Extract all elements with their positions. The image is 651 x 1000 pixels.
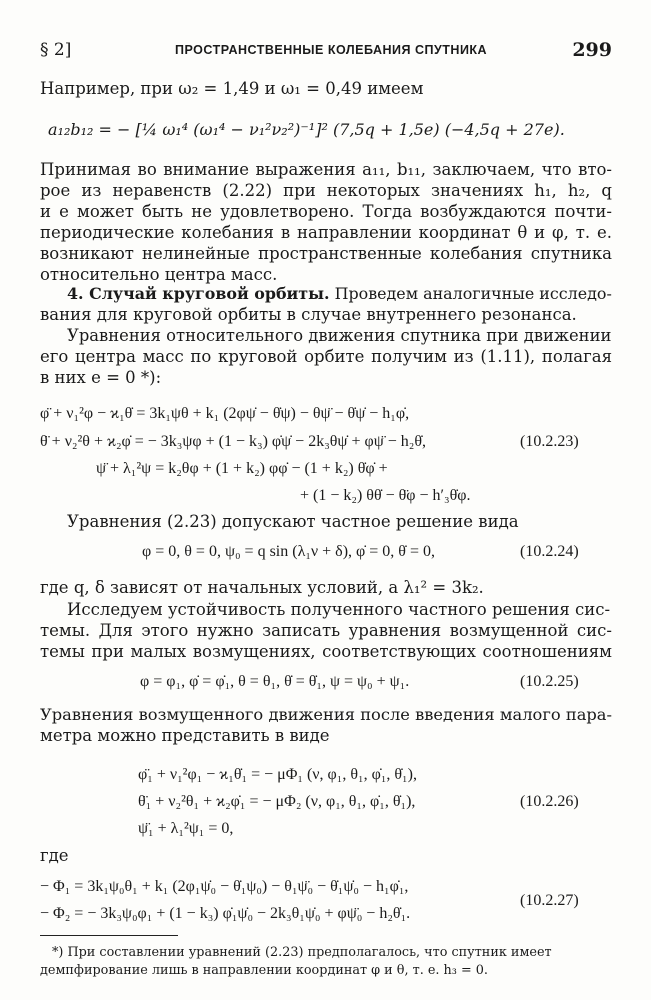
paragraph-line: темы при малых возмущениях, соответствующих соотношениям bbox=[40, 642, 612, 661]
page-number: 299 bbox=[572, 39, 612, 61]
section-marker: § 2] bbox=[40, 40, 72, 60]
intro-line: Например, при ω₂ = 1,49 и ω₁ = 0,49 имеем bbox=[40, 79, 424, 98]
paragraph-line: вания для круговой орбиты в случае внутреннего резонанса. bbox=[40, 305, 577, 324]
paragraph-line: его центра масс по круговой орбите получим из (1.11), полагая bbox=[40, 347, 612, 366]
paragraph-line: относительно центра масс. bbox=[40, 265, 278, 284]
paragraph-line: в них e = 0 *): bbox=[40, 368, 162, 387]
section-4-heading-line bbox=[67, 284, 612, 304]
running-title: ПРОСТРАНСТВЕННЫЕ КОЛЕБАНИЯ СПУТНИКА bbox=[175, 43, 488, 57]
paragraph-line: метра можно представить в виде bbox=[40, 726, 330, 745]
equation-26-line1: φ̈₁ + ν₁²φ₁ − ϰ₁θ̇₁ = − μΦ₁ (ν, φ₁, θ₁, φ̇₁, θ̇₁), bbox=[138, 766, 417, 783]
equation-24: φ = 0, θ = 0, ψ₀ = q sin (λ₁ν + δ), φ̇ = 0, θ̇ = 0, bbox=[142, 543, 435, 560]
paragraph-line: Уравнения относительного движения спутника при движении bbox=[67, 326, 612, 345]
equation-a12b12: a₁₂b₁₂ = − [¼ ω₁⁴ (ω₁⁴ − ν₁²ν₂²)⁻¹]² (7,5q + 1,5e) (−4,5q + 27e). bbox=[48, 120, 565, 139]
equation-25-number: (10.2.25) bbox=[520, 673, 579, 690]
equation-25: φ = φ₁, φ̇ = φ̇₁, θ = θ₁, θ̇ = θ̇₁, ψ = ψ₀ + ψ₁. bbox=[140, 673, 410, 690]
footnote-line: демпфирование лишь в направлении координат φ и θ, т. е. h₃ = 0. bbox=[40, 963, 488, 978]
equation-23-line4: + (1 − k₂) θθ̇ − θ̈φ − h′₃θ̇φ. bbox=[300, 487, 471, 504]
equation-23-line2: θ̈ + ν₂²θ + ϰ₂φ̇ = − 3k₃ψφ + (1 − k₃) φ̇ψ̇ − 2k₃θψ̇ + φψ̈ − h₂θ̇, bbox=[40, 433, 426, 450]
equation-26-line3: ψ̈₁ + λ₁²ψ₁ = 0, bbox=[138, 820, 234, 837]
equation-26-number: (10.2.26) bbox=[520, 793, 579, 810]
paragraph-line: темы. Для этого нужно записать уравнения возмущенной сис- bbox=[40, 621, 612, 640]
equation-23-line1: φ̈ + ν₁²φ − ϰ₁θ̇ = 3k₁ψθ + k₁ (2φψ̇ − θ̇ψ) − θψ̈ − θ̇ψ̇ − h₁φ̇, bbox=[40, 405, 410, 422]
equation-27-line2: − Φ₂ = − 3k₃ψ₀φ₁ + (1 − k₃) φ̇₁ψ̇₀ − 2k₃θ₁ψ̇₀ + φψ̈₀ − h₂θ̇₁. bbox=[40, 905, 411, 922]
equation-27-number: (10.2.27) bbox=[520, 892, 579, 909]
equation-26-line2: θ̈₁ + ν₂²θ₁ + ϰ₂φ̇₁ = − μΦ₂ (ν, φ₁, θ₁, φ̇₁, θ̇₁), bbox=[138, 793, 416, 810]
section-4-title: 4. Случай круговой орбиты. bbox=[67, 284, 330, 303]
paragraph-line: возникают нелинейные пространственные колебания спутника bbox=[40, 244, 612, 263]
paragraph-line: Исследуем устойчивость полученного частного решения сис- bbox=[67, 600, 611, 619]
paragraph-line: рое из неравенств (2.22) при некоторых значениях h₁, h₂, q bbox=[40, 181, 612, 200]
footnote-rule bbox=[40, 935, 178, 936]
equation-27-line1: − Φ₁ = 3k₁ψ₀θ₁ + k₁ (2φ₁ψ̇₀ − θ̇₁ψ₀) − θ₁ψ̈₀ − θ̇₁ψ̇₀ − h₁φ̇₁, bbox=[40, 878, 409, 895]
paragraph-line: где q, δ зависят от начальных условий, а λ₁² = 3k₂. bbox=[40, 578, 484, 597]
section-4-text: Проведем аналогичные исследо- bbox=[329, 284, 612, 303]
where-word: где bbox=[40, 846, 69, 865]
paragraph-line: Принимая во внимание выражения a₁₁, b₁₁, заключаем, что вто- bbox=[40, 160, 612, 179]
page-header bbox=[40, 40, 612, 62]
footnote-line: *) При составлении уравнений (2.23) предполагалось, что спутник имеет bbox=[52, 945, 552, 960]
paragraph-line: Уравнения возмущенного движения после введения малого пара- bbox=[40, 705, 612, 724]
paragraph-line: Уравнения (2.23) допускают частное решение вида bbox=[67, 512, 519, 531]
equation-23-line3: ψ̈ + λ₁²ψ = k₂θφ + (1 + k₂) φφ̇ − (1 + k₂) θ̇φ̇ + bbox=[96, 460, 388, 477]
equation-24-number: (10.2.24) bbox=[520, 543, 579, 560]
paragraph-line: и e может быть не удовлетворено. Тогда возбуждаются почти- bbox=[40, 202, 612, 221]
equation-23-number: (10.2.23) bbox=[520, 433, 579, 450]
paragraph-line: периодические колебания в направлении координат θ и φ, т. е. bbox=[40, 223, 612, 242]
